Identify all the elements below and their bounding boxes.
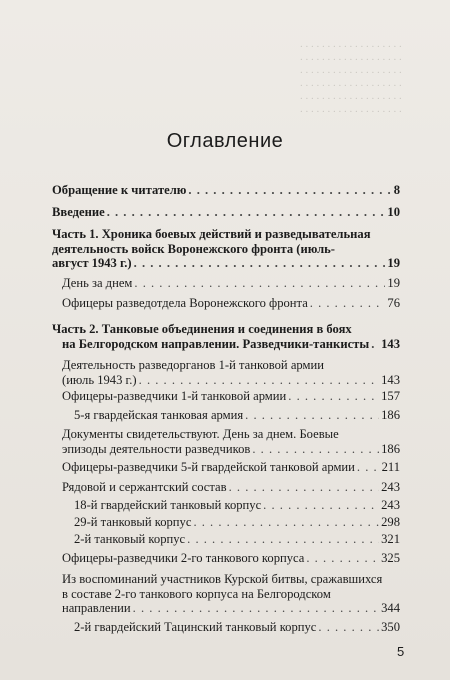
toc-entry-documents[interactable]: Документы свидетельствуют. День за днем. Боевые эпизоды деятельности разведчиков . . . 186 [52,427,400,456]
toc-entry-part-1[interactable]: Часть 1. Хроника боевых действий и разведывательная деятельность войск Воронежского фронта (июль- август 1943 г.) . . . 19 [52,227,400,271]
bleed-through-text: . . . . . . . . . . . . . . . . . . . . . . . . . . . . . . . . . . . . . . . . . . . . . . . . . . . . . . . . . . . . . . . . . . . . . . . . . . . . . . . . . . . . . . . . . . . . . . . . . . . . . . . . . . . . . . . . . . [300,38,402,115]
toc-entry-2nd-corps[interactable]: 2-й танковый корпус . . . 321 [52,532,400,547]
toc-title: Оглавление [166,130,284,152]
toc-entry-5th-guards-tank-army[interactable]: 5-я гвардейская танковая армия . . . 186 [52,408,400,423]
toc-entry-29th-corps[interactable]: 29-й танковый корпус . . . 298 [52,515,400,530]
toc-entry-day-by-day[interactable]: День за днем . . . 19 [52,276,400,291]
toc-entry-part-2[interactable]: Часть 2. Танковые объединения и соединения в боях на Белгородском направлении. Разведчики-танкисты . . . 143 [52,322,400,351]
toc-entry-enlisted[interactable]: Рядовой и сержантский состав . . . 243 [52,480,400,495]
toc-entry-memoirs[interactable]: Из воспоминаний участников Курской битвы, сражавшихся в составе 2-го танкового корпуса на Белгородском направлении . . . 344 [52,572,400,616]
toc-entry-address[interactable]: Обращение к читателю . . . 8 [52,183,400,198]
page-number: 5 [397,644,405,659]
toc-entry-1st-tank-army-officers[interactable]: Офицеры-разведчики 1-й танковой армии . . . 157 [52,389,400,404]
toc-entry-front-officers[interactable]: Офицеры разведотдела Воронежского фронта . . . 76 [52,296,400,311]
toc-entry-tatsinsky-corps[interactable]: 2-й гвардейский Тацинский танковый корпус . . . 350 [52,620,400,635]
toc-entry-2nd-corps-officers[interactable]: Офицеры-разведчики 2-го танкового корпуса . . . 325 [52,551,400,566]
toc-entry-intro[interactable]: Введение . . . 10 [52,205,400,220]
toc-entry-5th-guards-officers[interactable]: Офицеры-разведчики 5-й гвардейской танковой армии . . . 211 [52,460,400,475]
toc-entry-1st-tank-army-intel[interactable]: Деятельность разведорганов 1-й танковой армии (июль 1943 г.) . . . 143 [52,358,400,387]
toc-entry-18th-guards-corps[interactable]: 18-й гвардейский танковый корпус . . . 243 [52,498,400,513]
